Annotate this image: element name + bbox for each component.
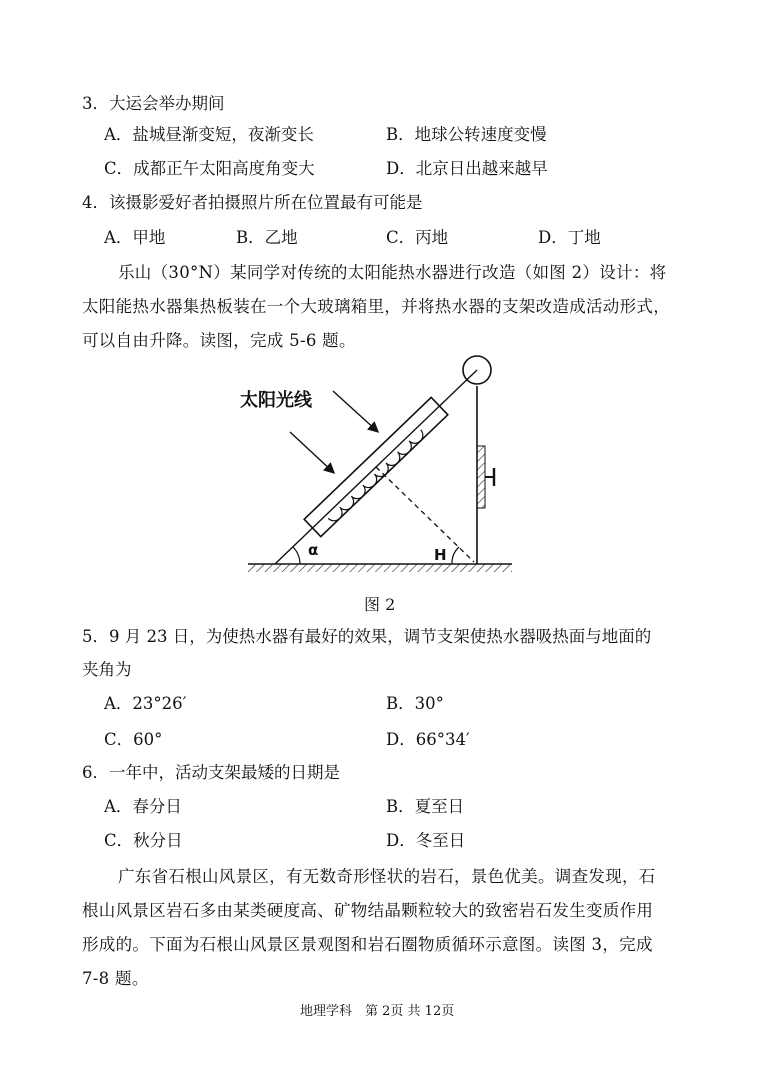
q4-option-a: A．甲地 xyxy=(104,228,166,247)
q5-option-d: D．66°34′ xyxy=(386,730,470,749)
sun-ray-1 xyxy=(333,391,377,431)
q5-option-b: B．30° xyxy=(386,694,444,713)
q3-option-b: B．地球公转速度变慢 xyxy=(386,125,547,144)
q6-option-c: C．秋分日 xyxy=(104,831,183,850)
h-label: H xyxy=(434,546,447,564)
q6-stem: 6．一年中，活动支架最矮的日期是 xyxy=(82,763,340,782)
figure2-caption: 图 2 xyxy=(364,595,396,614)
intro2-line3: 形成的。下面为石根山风景区景观图和岩石圈物质循环示意图。读图 3，完成 xyxy=(82,935,653,954)
h-arc xyxy=(452,547,459,564)
q3-option-a: A．盐城昼渐变短，夜渐变长 xyxy=(104,125,314,144)
q4-option-d: D．丁地 xyxy=(538,228,601,247)
q3-stem: 3．大运会举办期间 xyxy=(82,94,225,113)
q5-option-a: A．23°26′ xyxy=(104,694,187,713)
page-footer: 地理学科 第 2页 共 12页 xyxy=(300,1004,455,1019)
q6-option-a: A．春分日 xyxy=(104,797,182,816)
q5-stem-line2: 夹角为 xyxy=(82,660,132,679)
q5-stem-line1: 5．9 月 23 日，为使热水器有最好的效果，调节支架使热水器吸热面与地面的 xyxy=(82,627,652,646)
q4-option-b: B．乙地 xyxy=(236,228,298,247)
ground-hatch xyxy=(248,564,512,572)
q5-option-c: C．60° xyxy=(104,730,163,749)
intro2-line2: 根山风景区岩石多由某类硬度高、矿物结晶颗粒较大的致密岩石发生变质作用 xyxy=(82,901,654,920)
sun-ray-2 xyxy=(290,432,333,472)
post-bracket xyxy=(477,446,485,508)
intro1-line2: 太阳能热水器集热板装在一个大玻璃箱里，并将热水器的支架改造成活动形式， xyxy=(82,297,670,316)
q4-option-c: C．丙地 xyxy=(386,228,449,247)
q3-option-d: D．北京日出越来越早 xyxy=(386,159,548,178)
intro1-line1: 乐山（30°N）某同学对传统的太阳能热水器进行改造（如图 2）设计：将 xyxy=(118,263,667,282)
q3-option-c: C．成都正午太阳高度角变大 xyxy=(104,159,315,178)
q6-option-b: B．夏至日 xyxy=(386,797,465,816)
q6-option-d: D．冬至日 xyxy=(386,831,466,850)
intro2-line1: 广东省石根山风景区，有无数奇形怪状的岩石，景色优美。调查发现，石 xyxy=(118,867,656,886)
dashed-normal-line xyxy=(376,467,474,562)
q4-stem: 4．该摄影爱好者拍摄照片所在位置最有可能是 xyxy=(82,193,423,212)
intro1-line3: 可以自由升降。读图，完成 5-6 题。 xyxy=(82,331,356,350)
alpha-arc xyxy=(293,547,300,564)
sunlight-label: 太阳光线 xyxy=(240,390,312,411)
figure2-diagram xyxy=(230,352,530,582)
intro2-line4: 7-8 题。 xyxy=(82,969,149,988)
alpha-label: α xyxy=(308,541,319,559)
